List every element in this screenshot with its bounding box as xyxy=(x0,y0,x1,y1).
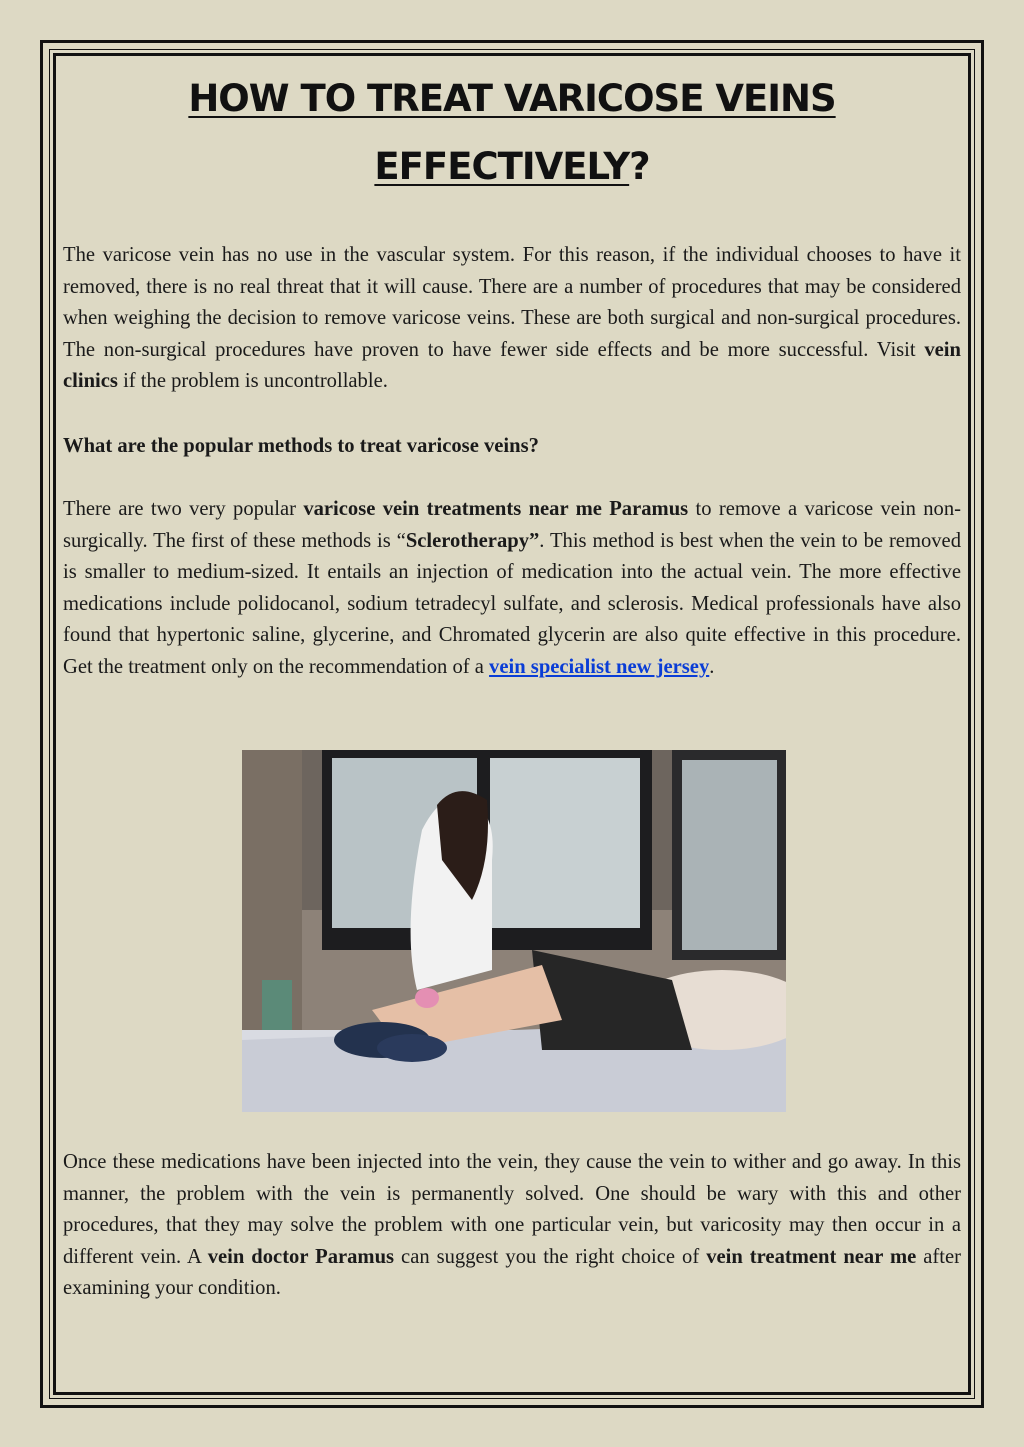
vein-specialist-link[interactable]: vein specialist new jersey xyxy=(489,655,710,678)
sclerotherapy-photo-illustration xyxy=(242,750,786,1112)
section-heading: What are the popular methods to treat varicose veins? xyxy=(63,435,539,457)
methods-paragraph: There are two very popular varicose vein treatments near me Paramus to remove a varicose vein non-surgically. The first of these methods is “Sclerotherapy”. This method is best when the vein to be removed is smaller to medium-sized. It entails an injection of medication into the actual vein. The more effective medications include polidocanol, sodium tetradecyl sulfate, and sclerosis. Medical professionals have also found that hypertonic saline, glycerine, and Chromated glycerin are also quite effective in this procedure. Get the treatment only on the recommendation of a vein specialist new jersey. xyxy=(63,498,961,678)
page-title-line-1: HOW TO TREAT VARICOSE VEINS xyxy=(188,77,836,120)
intro-paragraph: The varicose vein has no use in the vascular system. For this reason, if the individual chooses to have it removed, there is no real threat that it will cause. There are a number of procedures that may be considered when weighing the decision to remove varicose veins. These are both surgical and non-surgical procedures. The non-surgical procedures have proven to have fewer side effects and be more successful. Visit vein clinics if the problem is uncontrollable. xyxy=(63,244,961,393)
page-title-line-2: EFFECTIVELY? xyxy=(374,145,650,188)
treatment-photo xyxy=(242,750,786,1112)
conclusion-paragraph: Once these medications have been injected into the vein, they cause the vein to wither and go away. In this manner, the problem with the vein is permanently solved. One should be wary with this and other procedures, that they may solve the problem with one particular vein, but varicosity may then occur in a different vein. A vein doctor Paramus can suggest you the right choice of vein treatment near me after examining your condition. xyxy=(63,1151,961,1300)
vein-clinics-term: vein clinics xyxy=(63,338,961,393)
